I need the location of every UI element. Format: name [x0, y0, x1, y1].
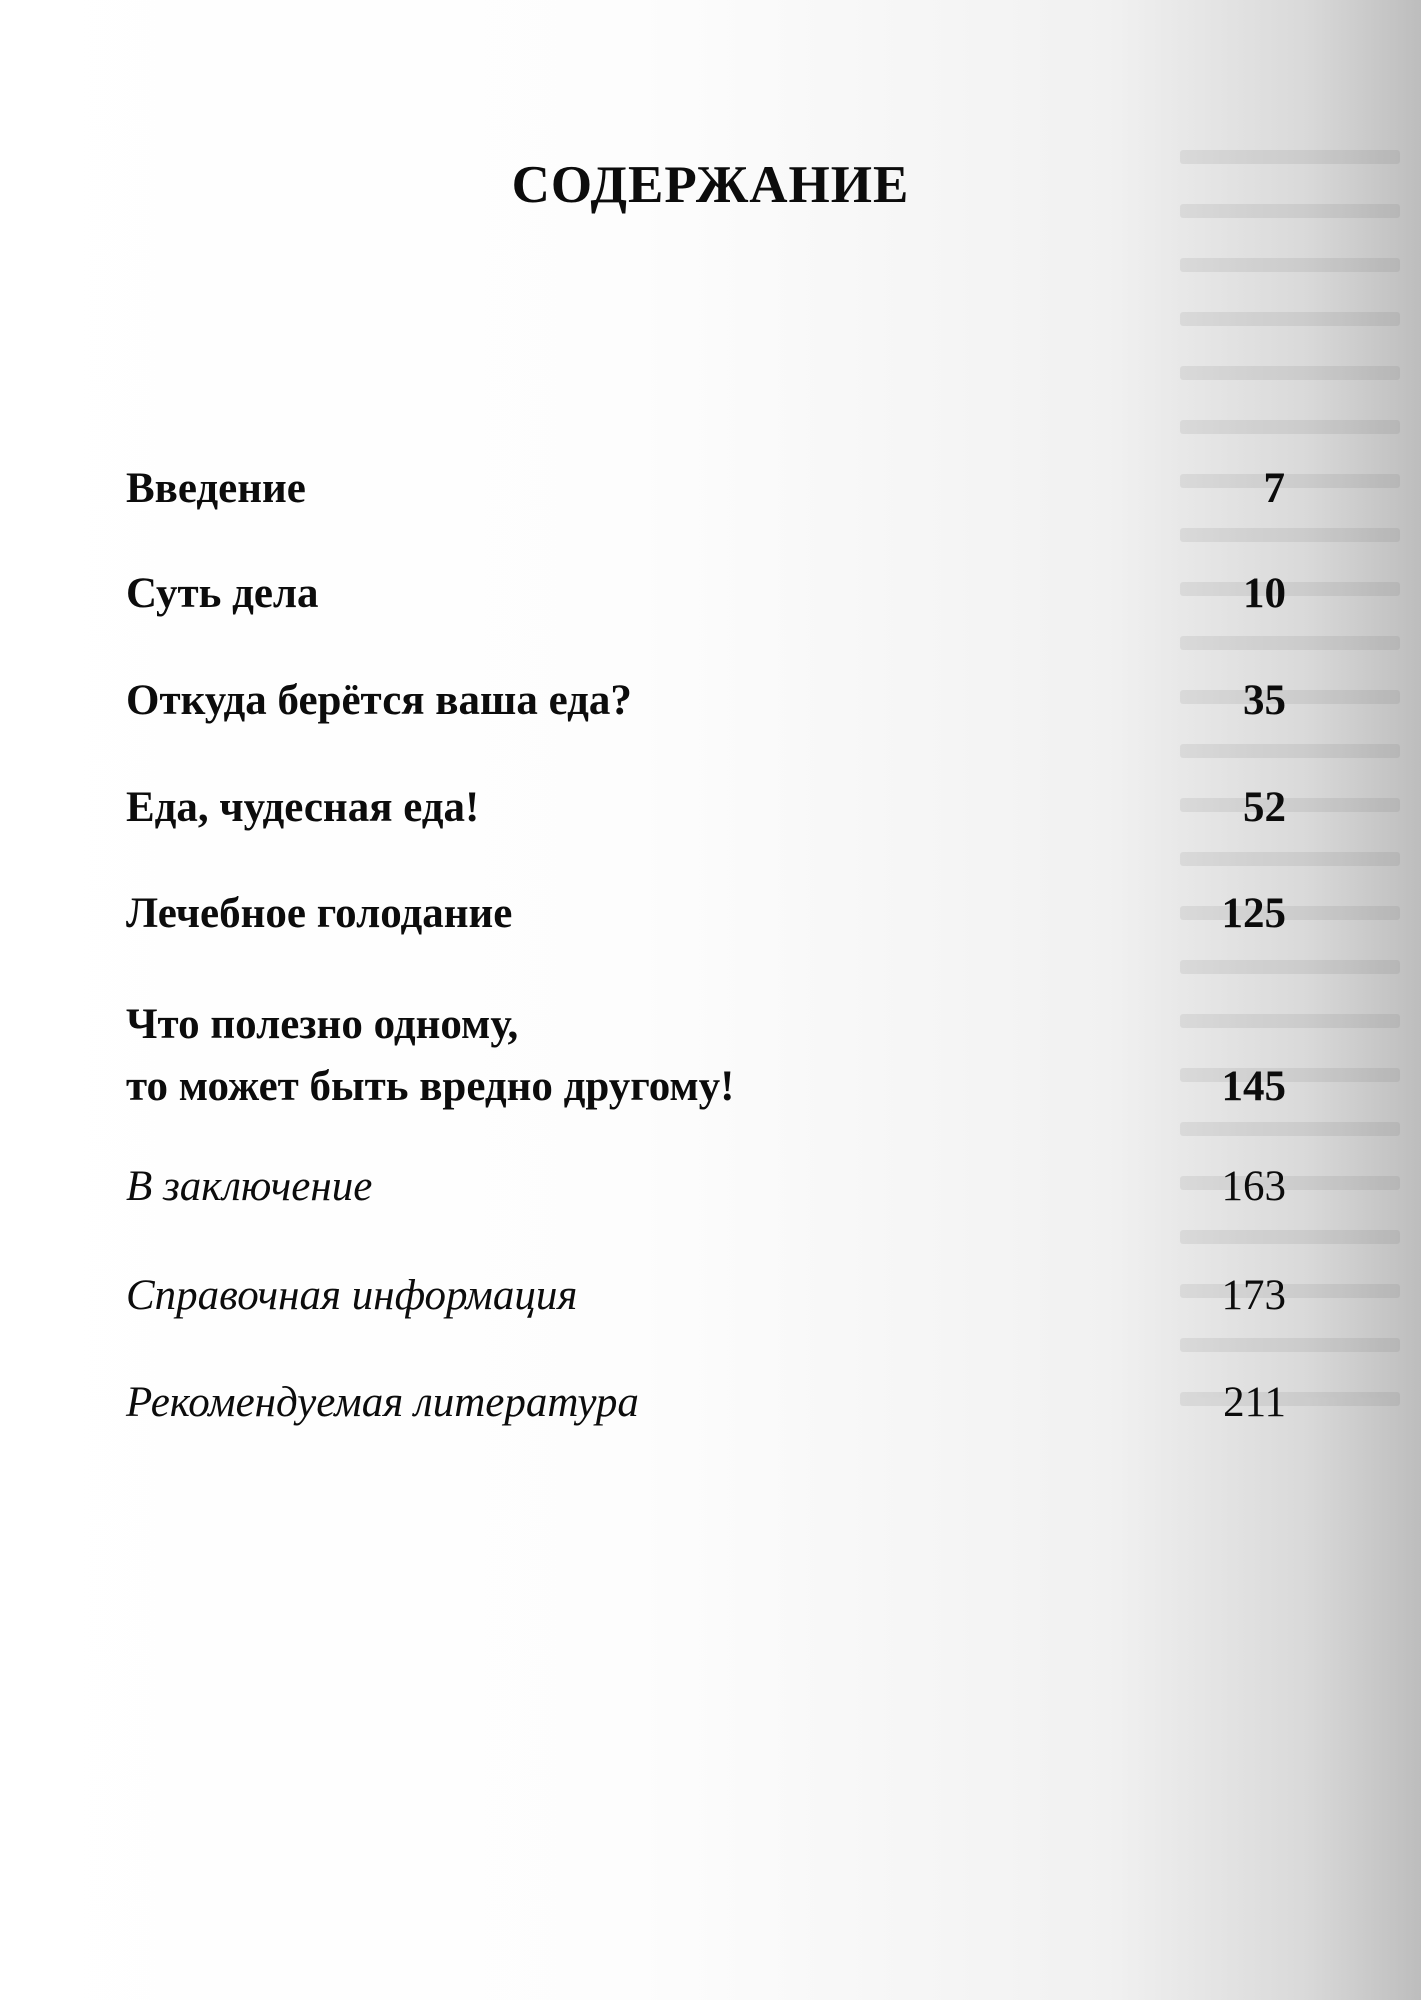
- toc-entry-page: 35: [1243, 677, 1286, 724]
- toc-entry-page: 125: [1221, 890, 1286, 937]
- toc-entry-label-line1: Что полезно одному,: [126, 1001, 519, 1048]
- toc-entry-label-line2: то может быть вредно другому!: [126, 1063, 735, 1110]
- page-title: СОДЕРЖАНИЕ: [511, 156, 910, 214]
- toc-entry-page: 10: [1243, 570, 1286, 617]
- toc-entry-page: 145: [1221, 1063, 1286, 1110]
- toc-entry-page: 173: [1221, 1272, 1286, 1319]
- toc-entry-label: Введение: [126, 465, 306, 512]
- toc-entry-label: Справочная информация: [126, 1272, 578, 1319]
- toc-entry-label: Еда, чудесная еда!: [126, 784, 480, 831]
- toc-entry-page: 7: [1263, 465, 1285, 512]
- toc-entry-label: Откуда берётся ваша еда?: [126, 677, 632, 724]
- toc-entry-page: 211: [1223, 1379, 1286, 1426]
- toc-entry-label: Суть дела: [126, 570, 319, 617]
- toc-entry-label: В заключение: [126, 1163, 373, 1210]
- toc-entry-page: 52: [1243, 784, 1286, 831]
- toc-entry-page: 163: [1221, 1163, 1286, 1210]
- toc-entry-label: Лечебное голодание: [126, 890, 513, 937]
- toc-entry: [126, 994, 1286, 1118]
- toc-entry-label: Рекомендуемая литература: [126, 1379, 639, 1426]
